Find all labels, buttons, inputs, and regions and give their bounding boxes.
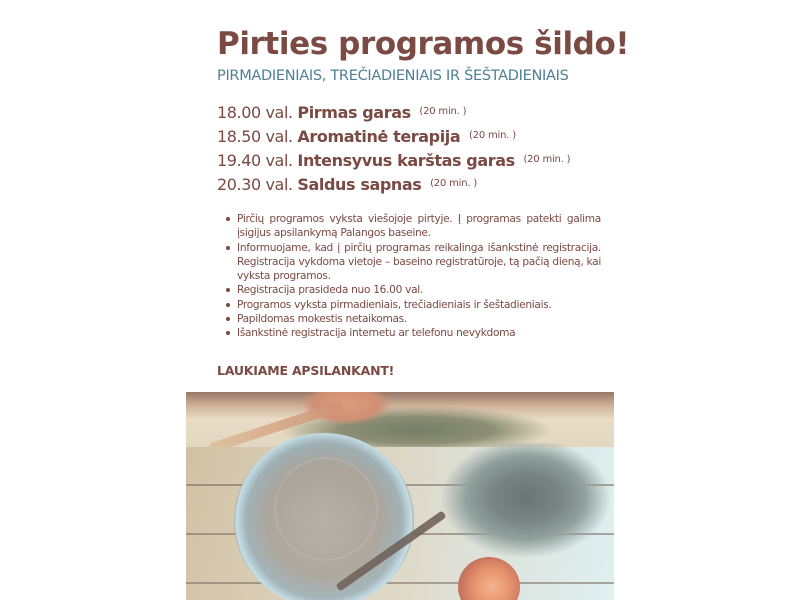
info-note: Informuojame, kad į pirčių programas reikalinga išankstinė registracija. Registracija vykdoma vietoje – baseino registratūroje, tą pačią dieną, kai vyksta programos. xyxy=(237,241,601,283)
schedule-duration: (20 min. ) xyxy=(523,154,571,165)
hero-image xyxy=(186,392,614,600)
schedule-duration: (20 min. ) xyxy=(430,178,478,189)
schedule-program-name: Intensyvus karštas garas xyxy=(297,151,515,170)
schedule-item xyxy=(217,124,597,148)
info-notes-list xyxy=(217,212,601,341)
schedule-item xyxy=(217,100,597,124)
info-note: Papildomas mokestis netaikomas. xyxy=(237,312,601,326)
schedule-list xyxy=(217,100,597,196)
schedule-time: 19.40 val. xyxy=(217,151,293,170)
schedule-duration: (20 min. ) xyxy=(419,106,467,117)
schedule-item xyxy=(217,148,597,172)
schedule-time: 20.30 val. xyxy=(217,175,293,194)
page-subtitle: PIRMADIENIAIS, TREČIADIENIAIS IR ŠEŠTADIENIAIS xyxy=(217,68,569,84)
schedule-program-name: Pirmas garas xyxy=(297,103,411,122)
schedule-program-name: Saldus sapnas xyxy=(297,175,422,194)
schedule-duration: (20 min. ) xyxy=(468,130,516,141)
schedule-time: 18.50 val. xyxy=(217,127,293,146)
schedule-item xyxy=(217,172,597,196)
page-title: Pirties programos šildo! xyxy=(217,26,630,62)
info-note: Programos vyksta pirmadieniais, trečiadieniais ir šeštadieniais. xyxy=(237,298,601,312)
steam-overlay xyxy=(186,392,614,600)
info-note: Registracija prasideda nuo 16.00 val. xyxy=(237,283,601,297)
schedule-program-name: Aromatinė terapija xyxy=(297,127,461,146)
info-note: Pirčių programos vyksta viešojoje pirtyje. Į programas patekti galima įsigijus apsilankymą Palangos baseine. xyxy=(237,213,601,240)
info-note: Išankstinė registracija internetu ar telefonu nevykdoma xyxy=(237,326,601,340)
schedule-time: 18.00 val. xyxy=(217,103,293,122)
content-column xyxy=(217,24,630,378)
welcome-message: LAUKIAME APSILANKANT! xyxy=(217,362,395,378)
